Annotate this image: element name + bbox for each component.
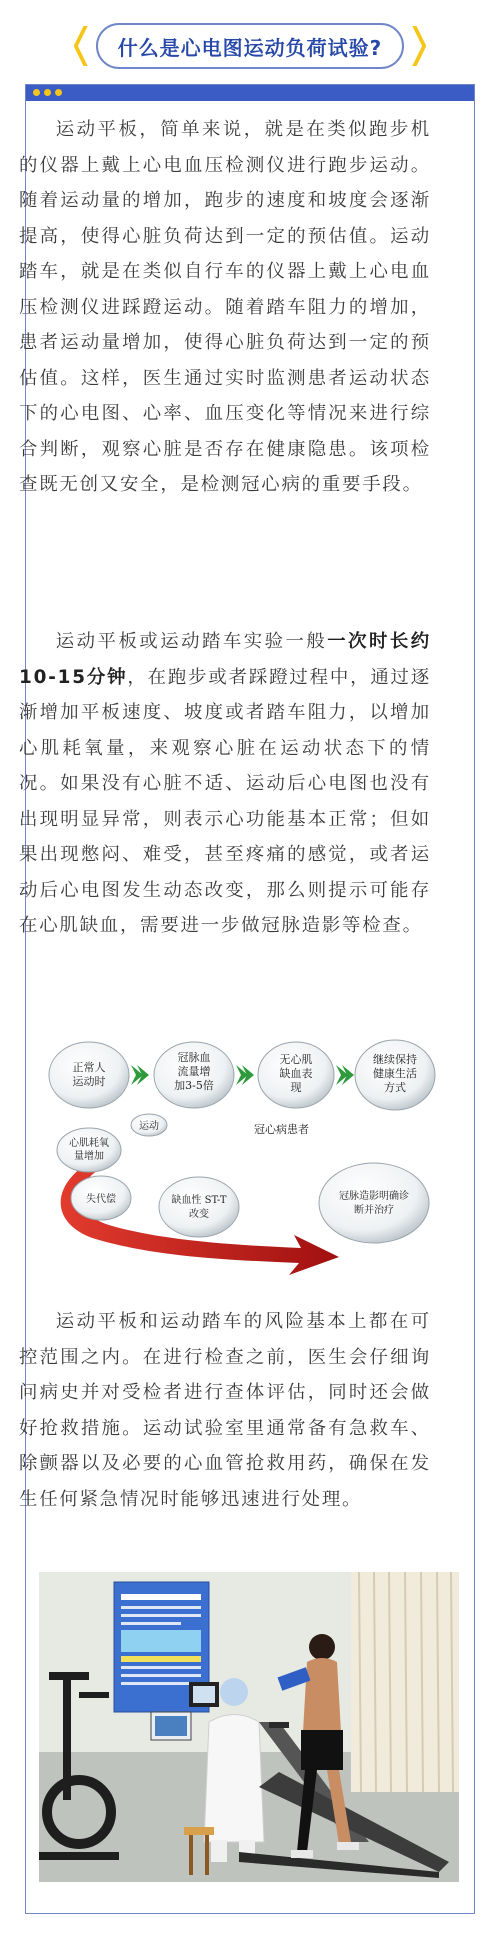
paragraph-safety: 运动平板和运动踏车的风险基本上都在可控范围之内。在进行检查之前，医生会仔细询问病史并对受检者进行查体评估，同时还会做好抢救措施。运动试验室里通常备有急救车、除颤器以及必要的心血管抢救用药，确保在发生任何紧急情况时能够迅速进行处理。	[19, 1311, 431, 1510]
window-dots-icon	[33, 89, 62, 96]
page-title: 什么是心电图运动负荷试验?	[96, 23, 405, 69]
duration-highlight: 一次时长约10-15分钟	[19, 631, 431, 688]
svg-text:无心肌缺血表现: 无心肌缺血表现	[279, 1053, 313, 1094]
svg-text:冠脉血流量增加3-5倍: 冠脉血流量增加3-5倍	[174, 1051, 214, 1092]
svg-text:运动: 运动	[139, 1121, 159, 1132]
paragraph-intro: 运动平板，简单来说，就是在类似跑步机的仪器上戴上心电血压检测仪进行跑步运动。随着运动量的增加，跑步的速度和坡度会逐渐提高，使得心脏负荷达到一定的预估值。运动踏车，就是在类似自行车的仪器上戴上心电血压检测仪进踩蹬运动。随着踏车阻力的增加，患者运动量增加，使得心脏负荷达到一定的预估值。这样，医生通过实时监测患者运动状态下的心电图、心率、血压变化等情况来进行综合判断，观察心脏是否存在健康隐患。该项检查既无创又安全，是检测冠心病的重要手段。	[19, 119, 431, 495]
paragraph-duration: 运动平板或运动踏车实验一般一次时长约10-15分钟，在跑步或者踩蹬过程中，通过逐渐增加平板速度、坡度或者踏车阻力，以增加心肌耗氧量，来观察心脏在运动状态下的情况。如果没有心脏不适、运动后心电图也没有出现明显异常，则表示心功能基本正常；但如果出现憋闷、难受，甚至疼痛的感觉，或者运动后心电图发生动态改变，那么则提示可能存在心肌缺血，需要进一步做冠脉造影等检查。	[19, 631, 431, 936]
right-bracket-decoration	[412, 26, 426, 66]
svg-text:继续保持健康生活方式: 继续保持健康生活方式	[373, 1053, 417, 1094]
svg-text:失代偿: 失代偿	[86, 1194, 116, 1205]
svg-text:正常人运动时: 正常人运动时	[72, 1061, 106, 1088]
svg-text:缺血性 ST-T改变: 缺血性 ST-T 改变	[171, 1195, 227, 1220]
title-banner	[0, 0, 500, 92]
exercise-test-diagram	[39, 1035, 439, 1285]
card-header-bar	[26, 85, 474, 101]
svg-text:心肌耗氧量增加: 心肌耗氧量增加	[69, 1138, 109, 1162]
curve-label: 冠心病患者	[254, 1123, 309, 1136]
top-row-flow	[49, 1040, 435, 1110]
exercise-test-photo	[39, 1572, 459, 1882]
left-bracket-decoration	[74, 26, 88, 66]
svg-text:冠脉造影明确诊断并治疗: 冠脉造影明确诊断并治疗	[339, 1191, 409, 1216]
